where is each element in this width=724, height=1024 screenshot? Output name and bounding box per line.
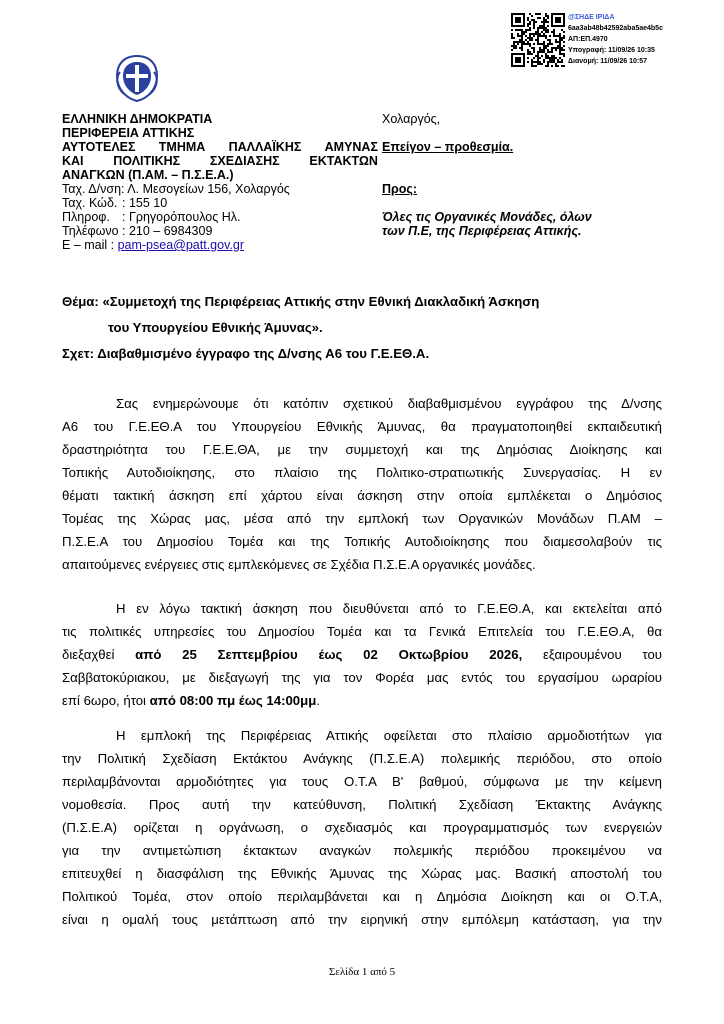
body-line: Τοπικής Αυτοδιοίκησης, στο πλαίσιο της Πολιτικο-στρατιωτικής Συνεργασίας. Η εν: [62, 465, 662, 480]
stamp-protocol: ΑΠ:ΕΠ.4970: [568, 36, 608, 43]
sender-info: [62, 210, 240, 224]
date-range: από 25 Σεπτεμβρίου έως 02 Οκτωβρίου 2026,: [135, 647, 523, 662]
body-line: Σας ενημερώνουμε ότι κατόπιν σχετικού διαβαθμισμένου εγγράφου της Δ/νσης: [116, 396, 662, 411]
body-line: (Π.Σ.Ε.Α) ορίζεται η οργάνωση, ο σχεδιασμός και προγραμματισμός των ενεργειών: [62, 820, 662, 835]
body-line: Π.Σ.Ε.Α του Δημοσίου Τομέα και της Τοπικής Αυτοδιοίκησης που διαμεσολαβούν τις: [62, 534, 662, 549]
stamp-system: @ΣΗΔΕ ΙΡΙΔΑ: [568, 14, 615, 21]
subject-ref: Σχετ: Διαβαθμισμένο έγγραφο της Δ/νσης Α6 του Γ.Ε.ΕΘ.Α.: [62, 346, 430, 361]
sender-line5: ΑΝΑΓΚΩΝ (Π.ΑΜ. – Π.Σ.Ε.Α.): [62, 168, 234, 182]
word: ΤΜΗΜΑ: [158, 140, 206, 154]
body-line: είναι η ομαλή τους μετάπτωση από την ειρηνική στην εμπόλεμη κατάσταση, για την: [62, 912, 662, 927]
body-line: Τομέας της Χώρας μας, μέσα από την εμπλοκή των Οργανικών Μονάδων Π.ΑΜ –: [62, 511, 662, 526]
body-line: περιλαμβάνονται αρμοδιότητες για τους Ο.Τ.Α Β' βαθμού, σύμφωνα με την κείμενη: [62, 774, 662, 789]
body-line: θέματι τακτική άσκηση επί χάρτου είναι άσκηση στην οποία εμπλέκεται ο Δημόσιος: [62, 488, 662, 503]
word: ΣΧΕΔΙΑΣΗΣ: [209, 154, 280, 168]
email-sep: :: [107, 238, 118, 252]
word: ΚΑΙ: [62, 154, 84, 168]
text: .: [316, 693, 320, 708]
stamp-hash: 6aa3ab48b42592aba5ae4b5c: [568, 25, 663, 32]
time-range: από 08:00 πμ έως 14:00μμ: [149, 693, 317, 708]
word: ΑΥΤΟΤΕΛΕΣ: [62, 140, 136, 154]
subject-line2: του Υπουργείου Εθνικής Άμυνας».: [108, 320, 323, 335]
word: ΑΜΥΝΑΣ: [324, 140, 378, 154]
body-line: για την αντιμετώπιση έκτακτων αναγκών πολεμικής περιόδου προκειμένου να: [62, 843, 662, 858]
stamp-distributed: Διανομή: 11/09/26 10:57: [568, 58, 647, 65]
postal-label: Ταχ. Κώδ.: [62, 196, 118, 210]
qr-code-icon: [511, 13, 565, 67]
body-line: [62, 647, 662, 663]
sender-line1: ΕΛΛΗΝΙΚΗ ΔΗΜΟΚΡΑΤΙΑ: [62, 112, 213, 126]
urgency: Επείγον – προθεσμία.: [382, 140, 514, 154]
sender-line3: [62, 140, 378, 154]
to-label: Προς:: [382, 182, 418, 196]
word: ΠΑΛΛΑΪΚΗΣ: [228, 140, 302, 154]
page-number: Σελίδα 1 από 5: [328, 966, 396, 978]
word: ΠΟΛΙΤΙΚΗΣ: [113, 154, 181, 168]
to-line1: Όλες τις Οργανικές Μονάδες, όλων: [382, 210, 592, 224]
body-line: Α6 του Γ.Ε.ΕΘ.Α του Υπουργείου Εθνικής Άμυνας, θα πραγματοποιηθεί εκπαιδευτική: [62, 419, 662, 434]
sender-postal: [62, 196, 167, 210]
body-line: τις πολιτικές υπηρεσίες του Δημοσίου Τομέα και τα Γενικά Επιτελεία του Γ.Ε.ΕΘ.Α, θα: [62, 624, 662, 639]
body-line: Η εν λόγω τακτική άσκηση που διευθύνεται από το Γ.Ε.ΕΘ.Α, και εκτελείται από: [116, 601, 662, 616]
text: διεξαχθεί: [62, 647, 136, 662]
postal-value: : 155 10: [122, 196, 168, 210]
text: επί 6ωρο, ήτοι: [62, 693, 150, 708]
stamp-signed: Υπογραφή: 11/09/26 10:35: [568, 47, 655, 54]
info-value: : Γρηγορόπουλος Ηλ.: [122, 210, 241, 224]
body-line: την Πολιτική Σχεδίαση Εκτάκτου Ανάγκης (Π.Σ.Ε.Α) πολεμικής περιόδου, στο οποίο: [62, 751, 662, 766]
body-line: [62, 693, 662, 709]
email-link[interactable]: pam-psea@patt.gov.gr: [117, 238, 244, 252]
info-label: Πληροφ.: [62, 210, 110, 224]
sender-phone: Τηλέφωνο : 210 – 6984309: [62, 224, 213, 238]
body-line: Πολιτικού Τομέα, στον οποίο περιλαμβάνεται και η Δημόσια Διοίκηση και οι Ο.Τ.Α,: [62, 889, 662, 904]
email-label: E – mail: [62, 238, 108, 252]
sender-line4: [62, 154, 378, 168]
body-line: Σαββατοκύριακου, με διεξαγωγή της για τον Φορέα μας εντός του εργασίμου ωραρίου: [62, 670, 662, 685]
body-line: δραστηριότητα του Γ.Ε.Ε.ΘΑ, με την συμμετοχή και της Δημόσιας Διοίκησης και: [62, 442, 662, 457]
body-line: Η εμπλοκή της Περιφέρειας Αττικής οφείλεται στο πλαίσιο αρμοδιοτήτων για: [116, 728, 662, 743]
sender-address: Ταχ. Δ/νση: Λ. Μεσογείων 156, Χολαργός: [62, 182, 290, 196]
greek-coat-of-arms-icon: [112, 52, 162, 104]
word: ΕΚΤΑΚΤΩΝ: [309, 154, 378, 168]
sender-email: [62, 238, 244, 252]
body-line: επιτευχθεί η διασφάλιση της Εθνικής Άμυνας της Χώρας μας. Βασική αποστολή του: [62, 866, 662, 881]
to-line2: των Π.Ε, της Περιφέρειας Αττικής.: [382, 224, 582, 238]
body-line: απαιτούμενες ενέργειες στις εμπλεκόμενες σε Σχέδια Π.Σ.Ε.Α οργανικές μονάδες.: [62, 557, 536, 572]
place: Χολαργός,: [382, 112, 441, 126]
subject-line1: Θέμα: «Συμμετοχή της Περιφέρειας Αττικής στην Εθνική Διακλαδική Άσκηση: [62, 294, 540, 309]
body-line: νομοθεσία. Προς αυτή την κατεύθυνση, Πολιτική Σχεδίαση Έκτακτης Ανάγκης: [62, 797, 662, 812]
text: εξαιρουμένου του: [522, 647, 662, 662]
sender-line2: ΠΕΡΙΦΕΡΕΙΑ ΑΤΤΙΚΗΣ: [62, 126, 195, 140]
